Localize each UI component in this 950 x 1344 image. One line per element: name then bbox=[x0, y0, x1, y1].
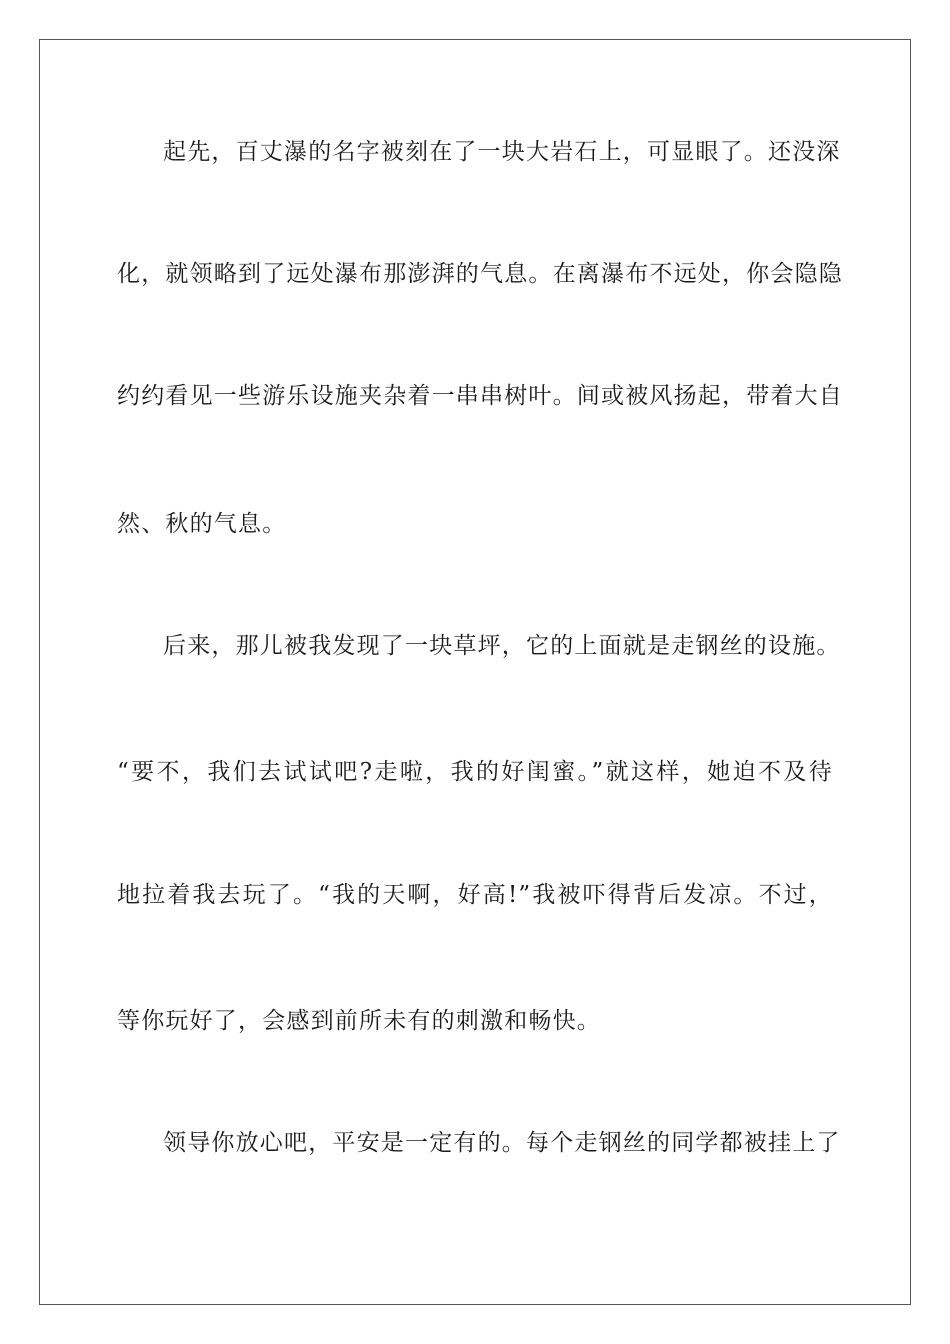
paragraph-2-line-3: 地拉着我去玩了。“我的天啊，好高!”我被吓得背后发凉。不过， bbox=[117, 882, 833, 908]
paragraph-1-line-2: 化，就领略到了远处瀑布那澎湃的气息。在离瀑布不远处，你会隐隐 bbox=[117, 261, 843, 287]
page-border bbox=[39, 39, 911, 1305]
paragraph-2-line-2: “要不，我们去试试吧?走啦，我的好闺蜜。”就这样，她迫不及待 bbox=[117, 759, 833, 785]
paragraph-1-line-3: 约约看见一些游乐设施夹杂着一串串树叶。间或被风扬起，带着大自 bbox=[117, 383, 843, 409]
paragraph-2-line-1: 后来，那儿被我发现了一块草坪，它的上面就是走钢丝的设施。 bbox=[163, 633, 841, 659]
paragraph-1-line-4: 然、秋的气息。 bbox=[117, 511, 287, 537]
paragraph-2-line-4: 等你玩好了，会感到前所未有的刺激和畅快。 bbox=[117, 1008, 601, 1034]
paragraph-3-line-1: 领导你放心吧，平安是一定有的。每个走钢丝的同学都被挂上了 bbox=[163, 1130, 841, 1156]
paragraph-1-line-1: 起先，百丈瀑的名字被刻在了一块大岩石上，可显眼了。还没深 bbox=[163, 139, 841, 165]
